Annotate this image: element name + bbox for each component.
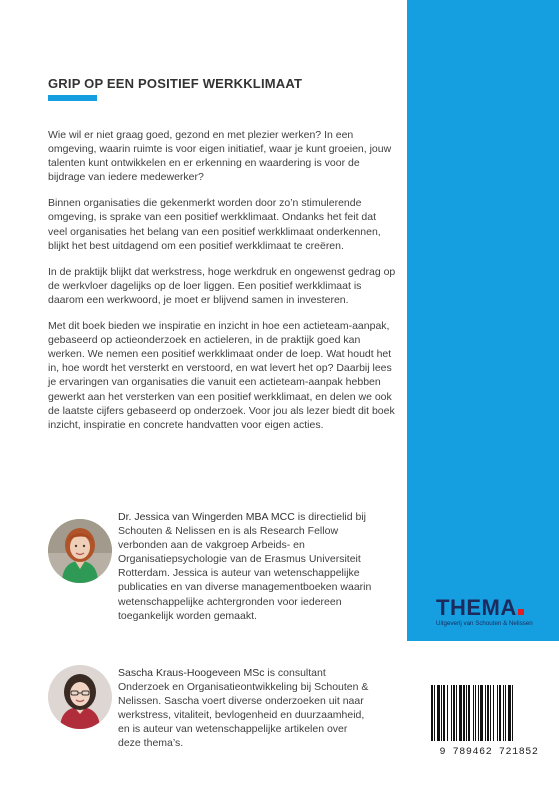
author-bio-sascha: [118, 666, 373, 751]
publisher-logo-wordmark: [436, 597, 533, 619]
blurb-paragraph-1: Wie wil er niet graag goed, gezond en met plezier werken? In een omgeving, waarin ruimte is voor eigen initiatief, waar je kunt groeien, jouw talenten kunt ontwikkelen en er erkenning en waardering is voor de bijdrage van iedere medewerker?: [48, 129, 392, 184]
blue-side-panel: [407, 0, 559, 641]
back-cover-title: GRIP OP EEN POSITIEF WERKKLIMAAT: [48, 76, 303, 91]
blurb-paragraph-3: In de praktijk blijkt dat werkstress, hoge werkdruk en ongewenst gedrag op de werkvloer dagelijks op de loer liggen. Een positief werkklimaat is daarom een werkwoord, je moet er blijvend samen in investeren.: [48, 265, 396, 306]
author-name-jessica: Dr. Jessica van Wingerden MBA MCC: [118, 511, 295, 523]
publisher-subtitle: Uitgeverij van Schouten & Nelissen: [436, 620, 533, 627]
author-text-jessica: is directielid bij Schouten & Nelissen en is als Research Fellow verbonden aan de vakgroep Arbeids- en Organisatiepsychologie van de Erasmus Universiteit Rotterdam. Jessica is auteur van wetenschappelijke publicaties en van diverse managementboeken waarin wetenschappelijke achtergronden voor iedereen toegankelijk worden gemaakt.: [118, 511, 372, 622]
publisher-logo-dot: [518, 609, 524, 615]
blurb-paragraph-2: Binnen organisaties die gekenmerkt worden door zo’n stimulerende omgeving, is sprake van een positief werkklimaat. Ondanks het feit dat veel organisaties het belang van een positief werkklimaat onderkennen, blijkt het best uitdagend om een positief werkklimaat te creëren.: [48, 197, 381, 252]
author-bio-jessica: [118, 510, 373, 623]
publisher-name: THEMA: [436, 595, 517, 620]
author-photo-sascha: [48, 665, 112, 729]
isbn-number: 9 789462 721852: [439, 747, 539, 758]
title-underline-bar: [48, 95, 97, 101]
blurb-text: [48, 128, 398, 444]
author-name-sascha: Sascha Kraus-Hoogeveen MSc: [118, 667, 265, 679]
author-photo-jessica: [48, 519, 112, 583]
blurb-paragraph-4: Met dit boek bieden we inspiratie en inzicht in hoe een actieteam-aanpak, gebaseerd op actieonderzoek en actieleren, in de praktijk goed kan werken. We nemen een positief werkklimaat onder de loep. Wat houdt het in, hoe wordt het versterkt en verstoord, en wat levert het op? Daarbij lees je ervaringen van organisaties die vanuit een actieteam-aanpak hebben gewerkt aan het versterken van een positief werkklimaat, en delen we ook de laatste cijfers gebaseerd op onderzoek. Voor jou als lezer biedt dit boek inzicht, inspiratie en concrete handvatten voor eigen acties.: [48, 320, 395, 431]
author-text-sascha: is consultant Onderzoek en Organisatieontwikkeling bij Schouten & Nelissen. Sascha voert diverse onderzoeken uit naar werkstress, vitaliteit, bevlogenheid en duurzaamheid, en is auteur van wetenschappelijke artikelen over deze thema’s.: [118, 667, 369, 750]
isbn-barcode: [431, 685, 545, 741]
publisher-logo: [436, 597, 533, 627]
